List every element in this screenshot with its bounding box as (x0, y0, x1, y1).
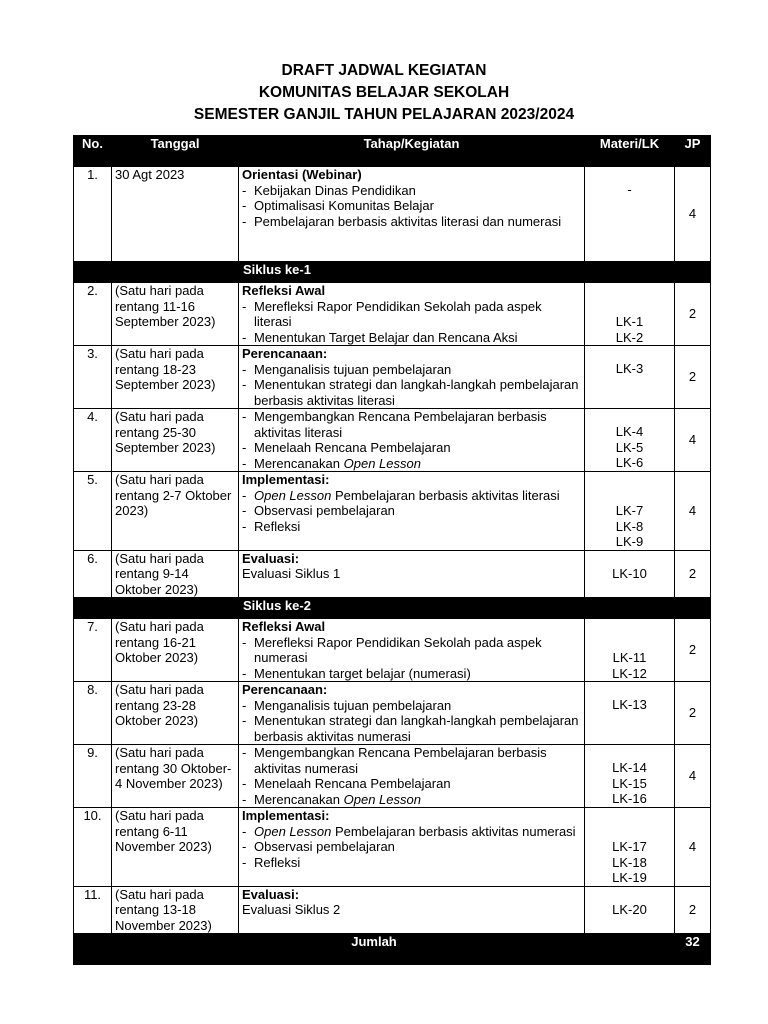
materi-code: LK-11 (612, 650, 647, 665)
materi-code: LK-16 (612, 791, 647, 806)
item-text (254, 776, 581, 792)
row-jp: 4 (675, 745, 711, 808)
item-text (254, 855, 581, 871)
row-jp: 4 (675, 472, 711, 551)
section-cell-tanggal (112, 598, 239, 619)
activity-item (242, 776, 581, 792)
item-dash: - (242, 839, 247, 854)
materi-code: LK-5 (615, 439, 644, 455)
item-dash: - (242, 298, 247, 314)
materi-code: LK-10 (612, 565, 647, 581)
item-dash: - (242, 361, 247, 377)
row-date: (Satu hari pada rentang 9-14 Oktober 2023) (112, 550, 239, 598)
materi-code: LK-20 (612, 901, 647, 917)
row-date: 30 Agt 2023 (112, 167, 239, 262)
section-cell-no (74, 262, 112, 283)
item-text (254, 409, 581, 440)
item-text (254, 824, 581, 840)
row-activity (239, 283, 585, 346)
schedule-table (73, 135, 711, 965)
item-text-part: Menganalisis tujuan pembelajaran (254, 697, 452, 713)
item-text (254, 362, 581, 378)
section-cell-tanggal (112, 262, 239, 283)
item-text (254, 183, 581, 199)
item-text-part: Pembelajaran berbasis aktivitas literasi dan numerasi (254, 213, 562, 229)
section-cell-materi (585, 262, 675, 283)
row-activity (239, 808, 585, 887)
item-text-part: Pembelajaran berbasis aktivitas numerasi (331, 823, 576, 839)
item-text (254, 839, 581, 855)
item-text-part: Observasi pembelajaran (254, 839, 395, 854)
activity-item (242, 330, 581, 346)
activity-item (242, 503, 581, 519)
title-line-3: SEMESTER GANJIL TAHUN PELAJARAN 2023/2024 (193, 106, 575, 123)
row-jp: 2 (675, 886, 711, 934)
item-emphasis: Open Lesson (254, 823, 332, 839)
item-dash: - (242, 440, 247, 455)
row-date: (Satu hari pada rentang 16-21 Oktober 2023) (112, 619, 239, 682)
row-number: 10. (74, 808, 112, 887)
row-number: 7. (74, 619, 112, 682)
materi-code: LK-17 (612, 839, 647, 854)
row-materi (585, 745, 675, 808)
item-dash: - (242, 198, 247, 213)
item-dash: - (242, 377, 247, 392)
activity-item (242, 855, 581, 871)
row-date: (Satu hari pada rentang 6-11 November 2023) (112, 808, 239, 887)
item-text-part: Kebijakan Dinas Pendidikan (254, 182, 416, 198)
activity-heading: Implementasi: (242, 808, 330, 823)
row-jp: 2 (675, 619, 711, 682)
item-text-part: Refleksi (254, 854, 301, 870)
item-dash: - (242, 823, 247, 839)
section-label: Siklus ke-1 (239, 262, 585, 283)
item-text (254, 488, 581, 504)
table-row (74, 472, 711, 551)
materi-code: LK-13 (612, 697, 647, 712)
activity-item (242, 839, 581, 855)
item-text-part: Merencanakan (254, 791, 344, 807)
activity-item (242, 440, 581, 456)
item-text-part: Menelaah Rencana Pembelajaran (254, 440, 451, 455)
activity-item (242, 183, 581, 199)
item-text-part: Merefleksi Rapor Pendidikan Sekolah pada aspek literasi (254, 298, 542, 329)
row-activity (239, 886, 585, 934)
table-row (74, 682, 711, 745)
col-header-jp: JP (675, 136, 711, 167)
row-jp: 2 (675, 550, 711, 598)
item-text (254, 198, 581, 214)
item-dash: - (242, 854, 247, 870)
item-dash: - (242, 329, 247, 345)
item-dash: - (242, 665, 247, 681)
item-dash: - (242, 409, 247, 424)
table-row (74, 808, 711, 887)
col-header-tanggal: Tanggal (112, 136, 239, 167)
section-cell-jp (675, 262, 711, 283)
section-cell-jp (675, 598, 711, 619)
row-materi (585, 550, 675, 598)
activity-item (242, 377, 581, 408)
row-number: 11. (74, 886, 112, 934)
item-text (254, 792, 581, 808)
row-number: 5. (74, 472, 112, 551)
activity-item (242, 198, 581, 214)
row-materi (585, 472, 675, 551)
activity-heading: Orientasi (Webinar) (242, 167, 362, 182)
item-text-part: Observasi pembelajaran (254, 503, 395, 518)
item-text (254, 698, 581, 714)
activity-item (242, 698, 581, 714)
row-date: (Satu hari pada rentang 13-18 November 2023) (112, 886, 239, 934)
row-jp: 2 (675, 346, 711, 409)
materi-code: LK-8 (615, 518, 644, 534)
activity-heading: Refleksi Awal (242, 283, 326, 298)
row-materi (585, 808, 675, 887)
activity-item (242, 635, 581, 666)
activity-heading: Perencanaan: (242, 346, 328, 361)
row-number: 2. (74, 283, 112, 346)
row-activity (239, 619, 585, 682)
title-line-2: KOMUNITAS BELAJAR SEKOLAH (258, 84, 510, 101)
item-text (254, 377, 581, 408)
materi-code: LK-4 (615, 424, 644, 439)
item-text-part: Merefleksi Rapor Pendidikan Sekolah pada aspek numerasi (254, 634, 542, 665)
materi-code: - (627, 182, 632, 197)
item-text (254, 330, 581, 346)
activity-item (242, 214, 581, 230)
item-dash: - (242, 503, 247, 518)
col-header-no: No. (74, 136, 112, 167)
total-value: 32 (675, 934, 711, 965)
table-row (74, 283, 711, 346)
row-materi (585, 886, 675, 934)
item-text (254, 503, 581, 519)
materi-code: LK-9 (615, 534, 644, 549)
table-row (74, 346, 711, 409)
item-text-part: Menelaah Rencana Pembelajaran (254, 776, 451, 791)
total-label: Jumlah (74, 934, 675, 965)
row-activity (239, 167, 585, 262)
table-row (74, 745, 711, 808)
activity-item (242, 299, 581, 330)
item-text-part: Optimalisasi Komunitas Belajar (254, 198, 434, 213)
materi-code: LK-7 (615, 503, 644, 518)
row-materi (585, 167, 675, 262)
item-dash: - (242, 182, 247, 198)
item-text (254, 440, 581, 456)
activity-item (242, 666, 581, 682)
item-text (254, 214, 581, 230)
item-text (254, 635, 581, 666)
row-materi (585, 346, 675, 409)
materi-code: LK-6 (615, 455, 644, 470)
item-text-part: Mengembangkan Rencana Pembelajaran berbasis aktivitas literasi (254, 409, 547, 440)
header-row (74, 136, 711, 167)
item-dash: - (242, 745, 247, 760)
activity-heading: Evaluasi: (242, 886, 300, 902)
row-activity (239, 472, 585, 551)
item-text-part: Menentukan strategi dan langkah-langkah pembelajaran berbasis aktivitas literasi (254, 377, 579, 408)
activity-heading: Evaluasi: (242, 550, 300, 566)
row-date: (Satu hari pada rentang 2-7 Oktober 2023) (112, 472, 239, 551)
row-number: 9. (74, 745, 112, 808)
row-activity (239, 682, 585, 745)
section-label: Siklus ke-2 (239, 598, 585, 619)
item-text-part: Refleksi (254, 518, 301, 534)
row-date: (Satu hari pada rentang 30 Oktober- 4 November 2023) (112, 745, 239, 808)
row-activity (239, 409, 585, 472)
item-text-part: Mengembangkan Rencana Pembelajaran berbasis aktivitas numerasi (254, 745, 547, 776)
table-row (74, 550, 711, 598)
row-number: 3. (74, 346, 112, 409)
item-emphasis: Open Lesson (343, 791, 421, 807)
siklus-1-header (74, 262, 711, 283)
item-text (254, 666, 581, 682)
activity-text: Evaluasi Siklus 2 (242, 902, 341, 917)
item-dash: - (242, 455, 247, 471)
row-number: 1. (74, 167, 112, 262)
row-materi (585, 283, 675, 346)
materi-code: LK-3 (615, 361, 644, 376)
row-jp: 2 (675, 682, 711, 745)
item-text (254, 456, 581, 472)
row-date: (Satu hari pada rentang 25-30 September 2023) (112, 409, 239, 472)
item-dash: - (242, 213, 247, 229)
table-row (74, 619, 711, 682)
item-dash: - (242, 634, 247, 650)
row-number: 4. (74, 409, 112, 472)
item-text (254, 299, 581, 330)
item-text (254, 745, 581, 776)
item-dash: - (242, 518, 247, 534)
siklus-2-header (74, 598, 711, 619)
row-materi (585, 409, 675, 472)
total-row (74, 934, 711, 965)
row-activity (239, 745, 585, 808)
activity-item (242, 456, 581, 472)
activity-item (242, 824, 581, 840)
materi-code: LK-14 (612, 760, 647, 775)
item-text-part: Merencanakan (254, 455, 344, 471)
materi-code: LK-15 (612, 775, 647, 791)
item-text-part: Pembelajaran berbasis aktivitas literasi (331, 487, 560, 503)
materi-code: LK-12 (612, 665, 647, 681)
activity-heading: Perencanaan: (242, 682, 328, 697)
activity-item (242, 519, 581, 535)
table-row (74, 886, 711, 934)
item-text (254, 519, 581, 535)
row-date: (Satu hari pada rentang 23-28 Oktober 2023) (112, 682, 239, 745)
materi-code: LK-19 (612, 870, 647, 885)
activity-item (242, 745, 581, 776)
item-dash: - (242, 791, 247, 807)
col-header-materi: Materi/LK (585, 136, 675, 167)
item-emphasis: Open Lesson (254, 487, 332, 503)
item-dash: - (242, 487, 247, 503)
activity-item (242, 488, 581, 504)
row-jp: 4 (675, 808, 711, 887)
row-activity (239, 550, 585, 598)
section-cell-materi (585, 598, 675, 619)
item-text-part: Menganalisis tujuan pembelajaran (254, 361, 452, 377)
row-jp: 2 (675, 283, 711, 346)
materi-code: LK-2 (615, 329, 644, 345)
materi-code: LK-18 (612, 854, 647, 870)
activity-heading: Refleksi Awal (242, 619, 326, 634)
row-jp: 4 (675, 167, 711, 262)
activity-item (242, 362, 581, 378)
document-title (0, 60, 768, 126)
section-cell-no (74, 598, 112, 619)
table-row (74, 409, 711, 472)
row-activity (239, 346, 585, 409)
row-number: 6. (74, 550, 112, 598)
materi-code: LK-1 (615, 314, 644, 329)
row-date: (Satu hari pada rentang 18-23 September 2023) (112, 346, 239, 409)
col-header-tahap: Tahap/Kegiatan (239, 136, 585, 167)
item-text (254, 713, 581, 744)
row-jp: 4 (675, 409, 711, 472)
item-dash: - (242, 697, 247, 713)
activity-text: Evaluasi Siklus 1 (242, 566, 341, 581)
row-date: (Satu hari pada rentang 11-16 September 2023) (112, 283, 239, 346)
row-number: 8. (74, 682, 112, 745)
item-text-part: Menentukan strategi dan langkah-langkah pembelajaran berbasis aktivitas numerasi (254, 713, 579, 744)
activity-item (242, 792, 581, 808)
activity-item (242, 409, 581, 440)
activity-heading: Implementasi: (242, 472, 330, 487)
table-row (74, 167, 711, 262)
title-line-1: DRAFT JADWAL KEGIATAN (281, 62, 487, 79)
item-dash: - (242, 776, 247, 791)
item-text-part: Menentukan target belajar (numerasi) (254, 665, 471, 681)
item-dash: - (242, 713, 247, 728)
activity-item (242, 713, 581, 744)
row-materi (585, 619, 675, 682)
item-text-part: Menentukan Target Belajar dan Rencana Aksi (254, 329, 518, 345)
item-emphasis: Open Lesson (343, 455, 421, 471)
row-materi (585, 682, 675, 745)
